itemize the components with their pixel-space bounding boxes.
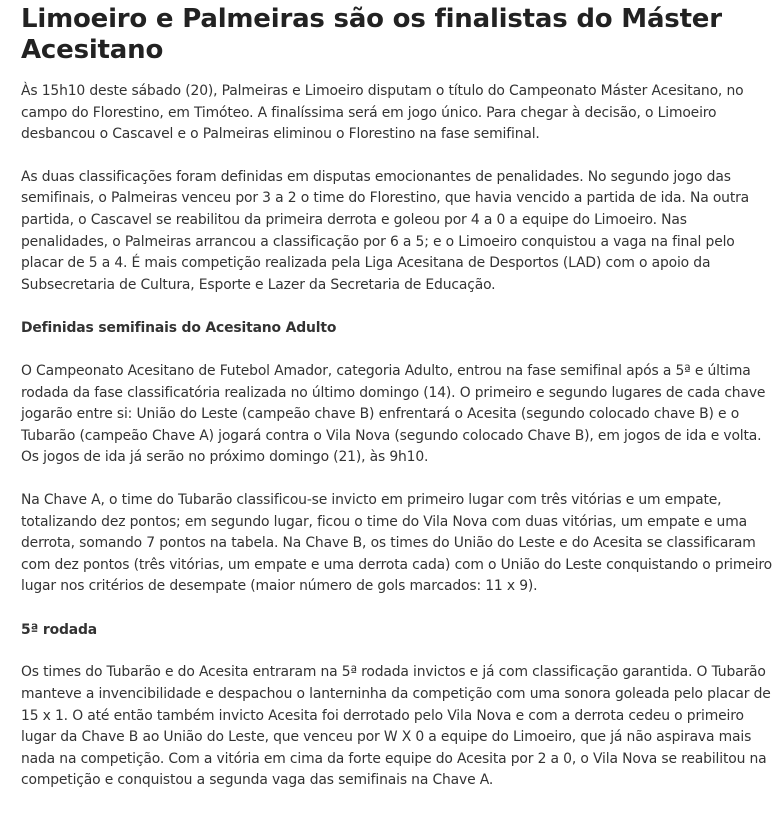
article-paragraph-penalties: As duas classificações foram definidas em disputas emocionantes de penalidades. No segundo jogo das semifinais, o Palmeiras venceu por 3 a 2 o time do Florestino, que havia vencido a partida de ida. Na outra partida, o Cascavel se reabilitou da primeira derrota e goleou por 4 a 0 a equipe do Limoeiro. Nas penalidades, o Palmeiras arrancou a classificação por 6 a 5; e o Limoeiro conquistou a vaga na final pelo placar de 5 a 4. É mais competição realizada pela Liga Acesitana de Desportos (LAD) com o apoio da Subsecretaria de Cultura, Esporte e Lazer da Secretaria de Educação. (21, 168, 750, 293)
article-title: Limoeiro e Palmeiras são os finalistas do Máster Acesitano (21, 4, 722, 65)
article-paragraph-intro: Às 15h10 deste sábado (20), Palmeiras e Limoeiro disputam o título do Campeonato Máster Acesitano, no campo do Florestino, em Timóteo. A finalíssima será em jogo único. Para chegar à decisão, o Limoeiro desbancou o Cascavel e o Palmeiras eliminou o Florestino na fase semifinal. (21, 83, 744, 143)
section-heading-round-5: 5ª rodada (21, 621, 98, 638)
section-heading-semifinals: Definidas semifinais do Acesitano Adulto (21, 320, 337, 337)
news-article (21, 0, 773, 792)
article-paragraph-semifinals: O Campeonato Acesitano de Futebol Amador, categoria Adulto, entrou na fase semifinal após a 5ª e última rodada da fase classificatória realizada no último domingo (14). O primeiro e segundo lugares de cada chave jogarão entre si: União do Leste (campeão chave B) enfrentará o Acesita (segundo colocado chave B) e o Tubarão (campeão Chave A) jogará contra o Vila Nova (segundo colocado Chave B), em jogos de ida e volta. Os jogos de ida já serão no próximo domingo (21), às 9h10. (21, 362, 766, 466)
article-paragraph-groups: Na Chave A, o time do Tubarão classificou-se invicto em primeiro lugar com três vitórias e um empate, totalizando dez pontos; em segundo lugar, ficou o time do Vila Nova com duas vitórias, um empate e uma derrota, somando 7 pontos na tabela. Na Chave B, os times do União do Leste e do Acesita se classificaram com dez pontos (três vitórias, um empate e uma derrota cada) com o União do Leste conquistando o primeiro lugar nos critérios de desempate (maior número de gols marcados: 11 x 9). (21, 491, 772, 595)
article-paragraph-round-5: Os times do Tubarão e do Acesita entraram na 5ª rodada invictos e já com classificação garantida. O Tubarão manteve a invencibilidade e despachou o lanterninha da competição com uma sonora goleada pelo placar de 15 x 1. O até então também invicto Acesita foi derrotado pelo Vila Nova e com a derrota cedeu o primeiro lugar da Chave B ao União do Leste, que venceu por W X 0 a equipe do Limoeiro, que já não aspirava mais nada na competição. Com a vitória em cima da forte equipe do Acesita por 2 a 0, o Vila Nova se reabilitou na competição e conquistou a segunda vaga das semifinais na Chave A. (21, 664, 771, 789)
